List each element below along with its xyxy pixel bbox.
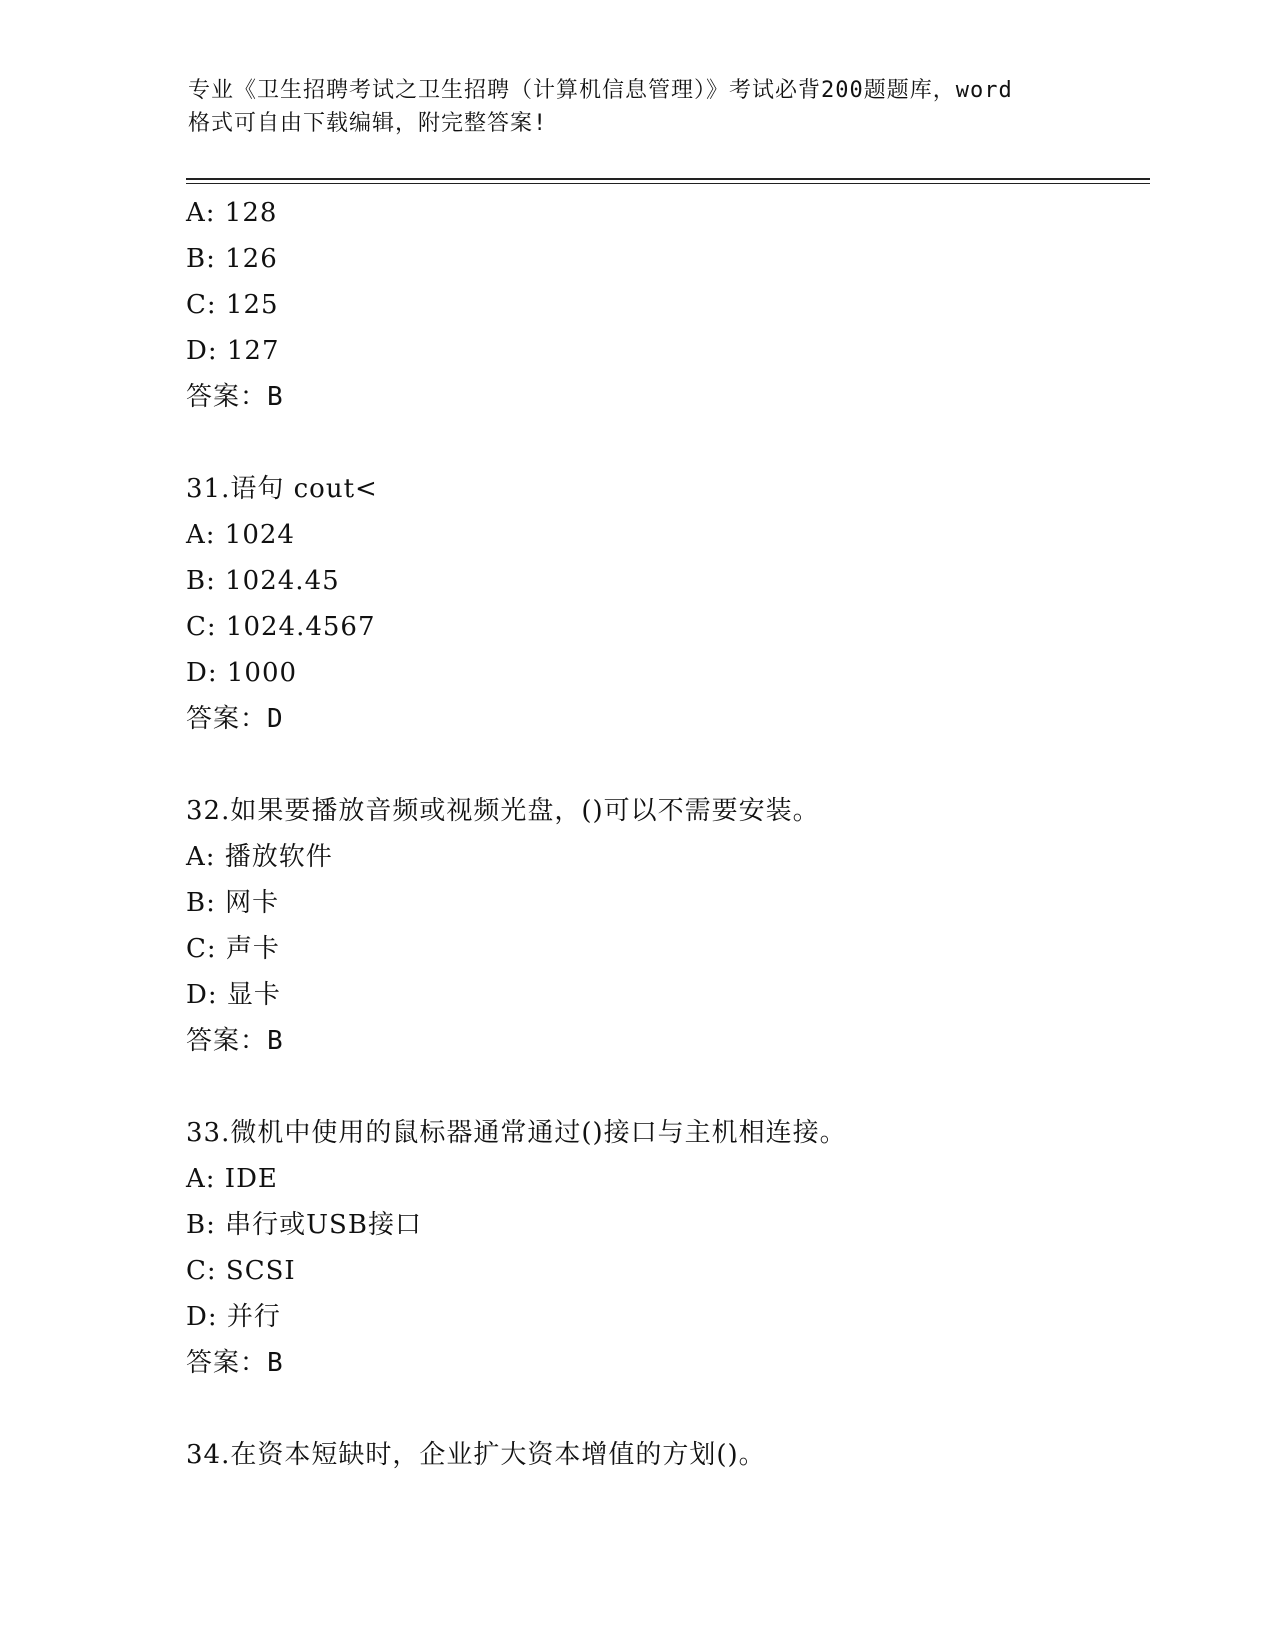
question-block-30 xyxy=(186,190,1136,420)
question-block-32 xyxy=(186,788,1136,1064)
question-list xyxy=(186,190,1136,1478)
option-a: A: 1024 xyxy=(186,520,295,550)
spacer xyxy=(186,420,1136,466)
option-c: C: SCSI xyxy=(186,1256,296,1286)
question-block-33 xyxy=(186,1110,1136,1386)
header-divider-thin xyxy=(186,183,1150,184)
spacer xyxy=(186,742,1136,788)
answer-line: 答案：B xyxy=(186,1026,284,1056)
header-line-2: 格式可自由下载编辑，附完整答案! xyxy=(188,111,548,136)
header-line-1: 专业《卫生招聘考试之卫生招聘（计算机信息管理）》考试必背200题题库，word xyxy=(188,78,1013,103)
option-b: B: 网卡 xyxy=(186,888,280,918)
question-block-34 xyxy=(186,1432,1136,1478)
option-a: A: 播放软件 xyxy=(186,842,333,872)
answer-line: 答案：B xyxy=(186,1348,284,1378)
option-c: C: 声卡 xyxy=(186,934,280,964)
answer-line: 答案：D xyxy=(186,704,284,734)
option-a: A: 128 xyxy=(186,198,278,228)
question-block-31 xyxy=(186,466,1136,742)
question-text: 32.如果要播放音频或视频光盘，()可以不需要安装。 xyxy=(186,796,820,826)
answer-line: 答案：B xyxy=(186,382,284,412)
option-b: B: 1024.45 xyxy=(186,566,340,596)
question-text: 34.在资本短缺时，企业扩大资本增值的方划()。 xyxy=(186,1440,766,1470)
option-b: B: 串行或USB接口 xyxy=(186,1210,422,1240)
question-text: 33.微机中使用的鼠标器通常通过()接口与主机相连接。 xyxy=(186,1118,847,1148)
question-text: 31.语句 cout< xyxy=(186,474,378,504)
spacer xyxy=(186,1064,1136,1110)
header-divider-thick xyxy=(186,178,1150,180)
document-header xyxy=(188,74,1088,140)
spacer xyxy=(186,1386,1136,1432)
option-c: C: 125 xyxy=(186,290,279,320)
option-d: D: 127 xyxy=(186,336,280,366)
option-d: D: 1000 xyxy=(186,658,298,688)
option-b: B: 126 xyxy=(186,244,278,274)
option-c: C: 1024.4567 xyxy=(186,612,376,642)
option-a: A: IDE xyxy=(186,1164,278,1194)
option-d: D: 并行 xyxy=(186,1302,281,1332)
option-d: D: 显卡 xyxy=(186,980,281,1010)
